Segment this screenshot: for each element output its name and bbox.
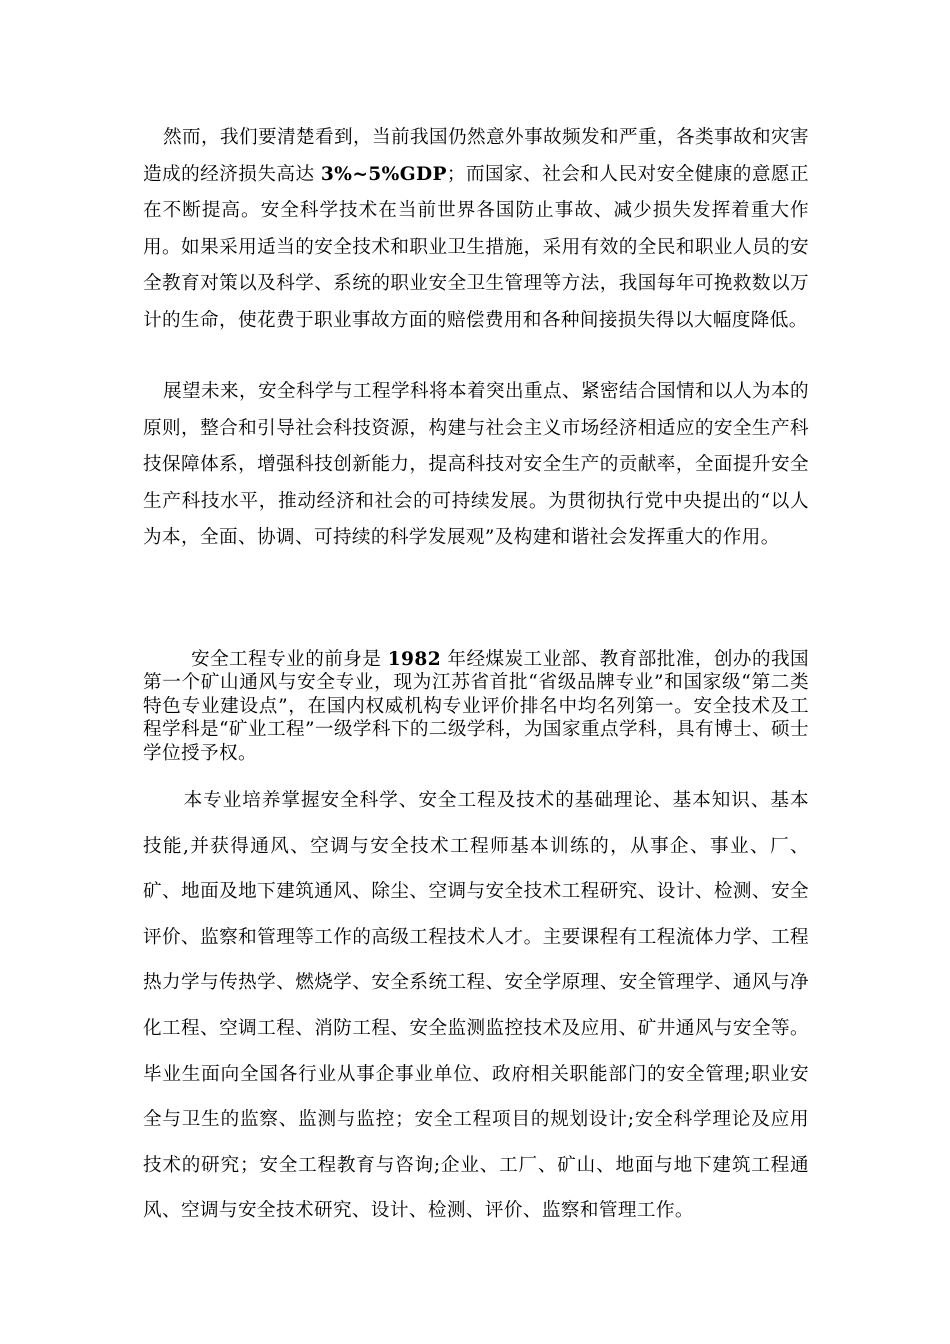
text-segment: 展望未来，安全科学与工程学科将本着突出重点、紧密结合国情和以人为本的原则，整合和引导社会科技资源，构建与社会主义市场经济相适应的安全生产科技保障体系，增强科技创新能力，提高科技对安全生产的贡献率，全面提升安全生产科技水平，推动经济和社会的可持续发展。为贯彻执行党中央提出的“以人为本，全面、协调、可持续的科学发展观”及构建和谐社会发挥重大的作用。 <box>143 381 809 548</box>
text-segment: ；而国家、社会和人民对安全健康的意愿正在不断提高。安全科学技术在当前世界各国防止事故、减少损失发挥着重大作用。如果采用适当的安全技术和职业卫生措施，采用有效的全民和职业人员的安全教育对策以及科学、系统的职业安全卫生管理等方法，我国每年可挽救数以万计的生命，使花费于职业事故方面的赔偿费用和各种间接损失得以大幅度降低。 <box>143 163 809 331</box>
paragraph-training-goals <box>143 778 809 1234</box>
paragraph-accident-losses <box>143 120 809 339</box>
text-segment: 然而，我们要清楚看到，当前我国仍然意外事故频发和严重，各类事故和灾害造成的经济损失高达 <box>143 127 809 185</box>
text-segment: 安全工程专业的前身是 <box>191 649 388 670</box>
paragraph-major-history <box>143 648 809 765</box>
paragraph-outlook <box>143 374 809 557</box>
text-segment: 年经煤炭工业部、教育部批准，创办的我国第一个矿山通风与安全专业，现为江苏省首批“省级品牌专业”和国家级“第二类特色专业建设点”，在国内权威机构专业评价排名中均名列第一。安全技术及工程学科是“矿业工程”一级学科下的二级学科，为国家重点学科，具有博士、硕士学位授予权。 <box>143 649 809 764</box>
text-segment-bold: 1982 <box>387 649 442 670</box>
text-segment: 本专业培养掌握安全科学、安全工程及技术的基础理论、基本知识、基本技能,并获得通风、空调与安全技术工程师基本训练的，从事企、事业、厂、矿、地面及地下建筑通风、除尘、空调与安全技术工程研究、设计、检测、安全评价、监察和管理等工作的高级工程技术人才。主要课程有工程流体力学、工程热力学与传热学、燃烧学、安全系统工程、安全学原理、安全管理学、通风与净化工程、空调工程、消防工程、安全监测监控技术及应用、矿井通风与安全等。毕业生面向全国各行业从事企事业单位、政府相关职能部门的安全管理;职业安全与卫生的监察、监测与监控；安全工程项目的规划设计;安全科学理论及应用技术的研究；安全工程教育与咨询;企业、工厂、矿山、地面与地下建筑工程通风、空调与安全技术研究、设计、检测、评价、监察和管理工作。 <box>143 790 809 1222</box>
text-segment-bold: 3%~5%GDP <box>320 163 447 185</box>
